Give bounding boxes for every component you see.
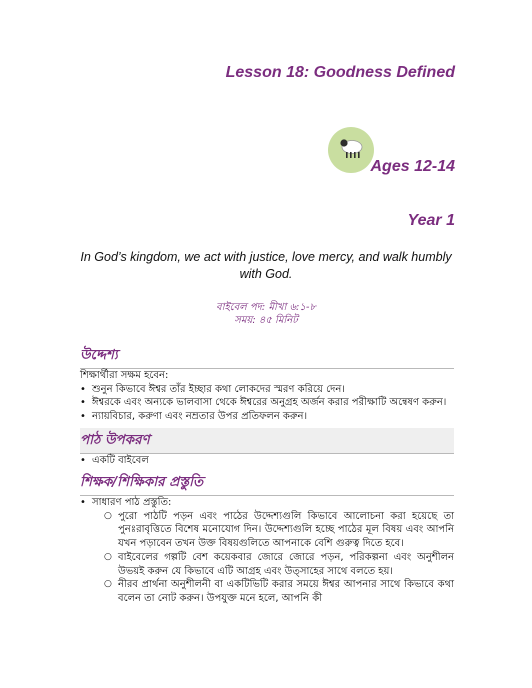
- general-prep-text: সাধারণ পাঠ প্রস্তুতি:: [92, 497, 172, 508]
- teacher-prep-heading: শিক্ষক/শিক্ষিকার প্রস্তুতি: [80, 470, 454, 496]
- key-verse: In God’s kingdom, we act with justice, love mercy, and walk humbly with God.: [80, 250, 452, 281]
- objectives-section: [80, 343, 454, 423]
- prep-step: ○ নীরব প্রার্থনা অনুশীলনী বা একটিভিটি করার সময়ে ঈশ্বর আপনার সাথে কিভাবে কথা বলেন তা নোট করুন। উপযুক্ত মনে হলে, আপনি কী: [104, 578, 454, 606]
- material-item: • একটি বাইবেল: [80, 454, 454, 468]
- teacher-prep-section: [80, 470, 454, 606]
- sheep-icon: [328, 127, 374, 173]
- lesson-time: সময়: ৪৫ মিনিট: [234, 315, 298, 326]
- objectives-intro: শিক্ষার্থীরা সক্ষম হবেন:: [80, 370, 169, 381]
- materials-section: [80, 428, 454, 468]
- objective-item: • ঈশ্বরকে এবং অন্যকে ভালবাসা থেকে ঈশ্বরের অনুগ্রহ অর্জন করার পরীক্ষাটি অন্বেষণ করুন।: [80, 396, 454, 410]
- objective-item: • ন্যায়বিচার, করুণা এবং নম্রতার উপর প্রতিফলন করুন।: [80, 410, 454, 424]
- objectives-list: [80, 383, 454, 424]
- prep-steps: [104, 510, 454, 607]
- prep-step: ○ বাইবেলের গল্পটি বেশ কয়েকবার জোরে জোরে পড়ন, পরিকল্পনা এবং অনুশীলন উভয়ই করুন যে কিভাবে এটি আগ্রহ এবং উত্সাহের সাথে বলতে হয়।: [104, 551, 454, 579]
- materials-heading: পাঠ উপকরণ: [80, 428, 454, 454]
- lesson-title: Lesson 18: Goodness Defined: [225, 64, 455, 81]
- reference-block: [90, 301, 442, 327]
- teacher-prep-list: [80, 496, 454, 606]
- age-range: Ages 12-14: [370, 158, 455, 175]
- general-prep-label: [80, 496, 454, 606]
- objective-item: • শুনুন কিভাবে ঈশ্বর তাঁর ইচ্ছার কথা লোকদের স্মরণ করিয়ে দেন।: [80, 383, 454, 397]
- year-label: Year 1: [407, 212, 455, 229]
- materials-list: [80, 454, 454, 468]
- bible-passage: বাইবেল পদ: মীখা ৬:১-৮: [216, 302, 316, 313]
- prep-step: ○ পুরো পাঠটি পড়ন এবং পাঠের উদ্দেশ্যগুলি কিভাবে আলোচনা করা হয়েছে তা পুনঃরাবৃত্তিতে বিশেষ মনোযোগ দিন। উদ্দেশ্যগুলি হচ্ছে পাঠের মূল বিষয় এবং আপনি যখন পড়াবেন তখন উক্ত বিষয়গুলিতে আপনাকে বেশি গুরুত্ব দিতে হবে।: [104, 510, 454, 551]
- objectives-heading: উদ্দেশ্য: [80, 343, 454, 369]
